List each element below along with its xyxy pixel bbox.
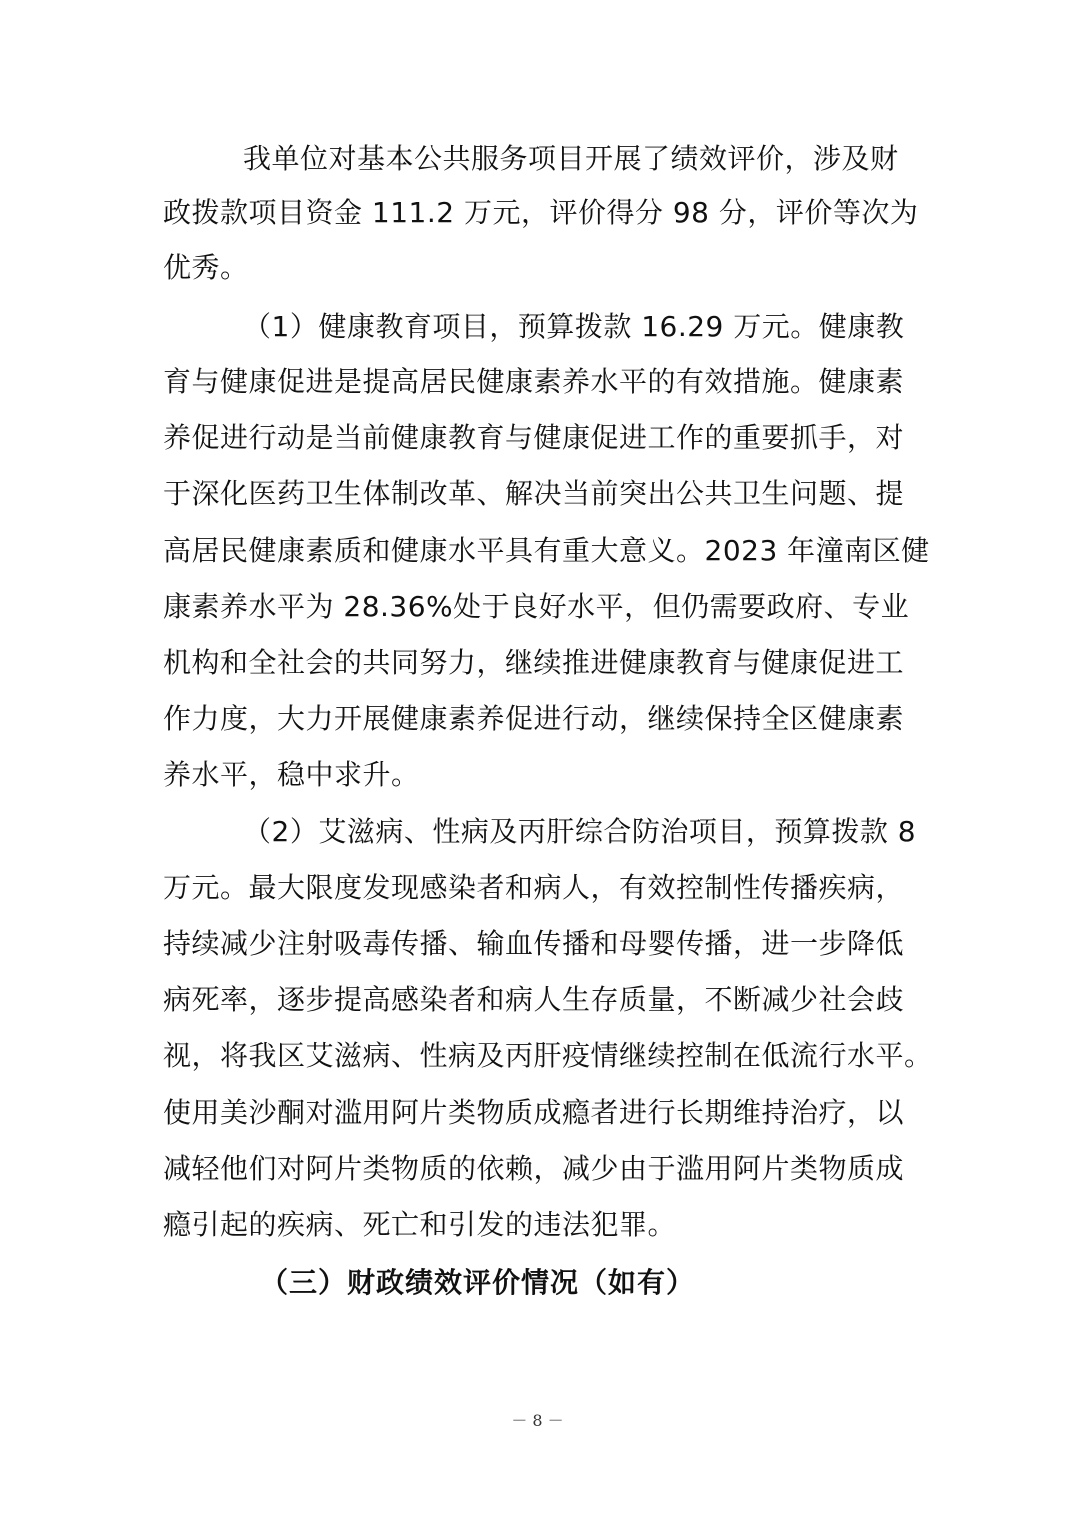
text-line: （1）健康教育项目，预算拨款 16.29 万元。健康教 (243, 310, 905, 343)
text-line: 视，将我区艾滋病、性病及丙肝疫情继续控制在低流行水平。 (163, 1039, 933, 1072)
text-line: 养促进行动是当前健康教育与健康促进工作的重要抓手，对 (163, 421, 905, 454)
text-line: 减轻他们对阿片类物质的依赖，减少由于滥用阿片类物质成 (163, 1152, 905, 1185)
text-line: 育与健康促进是提高居民健康素养水平的有效措施。健康素 (163, 365, 905, 398)
text-line: 高居民健康素质和健康水平具有重大意义。2023 年潼南区健 (163, 534, 930, 567)
text-line: 持续减少注射吸毒传播、输血传播和母婴传播，进一步降低 (163, 927, 905, 960)
text-line: 于深化医药卫生体制改革、解决当前突出公共卫生问题、提 (163, 477, 905, 510)
text-line: 使用美沙酮对滥用阿片类物质成瘾者进行长期维持治疗，以 (163, 1096, 905, 1129)
section-heading: （三）财政绩效评价情况（如有） (260, 1266, 696, 1299)
text-line: 养水平，稳中求升。 (163, 758, 420, 791)
text-line: （2）艾滋病、性病及丙肝综合防治项目，预算拨款 8 (243, 815, 917, 848)
text-line: 瘾引起的疾病、死亡和引发的违法犯罪。 (163, 1208, 677, 1241)
text-line: 机构和全社会的共同努力，继续推进健康教育与健康促进工 (163, 646, 905, 679)
text-line: 康素养水平为 28.36%处于良好水平，但仍需要政府、专业 (163, 590, 910, 623)
text-line: 病死率，逐步提高感染者和病人生存质量，不断减少社会歧 (163, 983, 905, 1016)
page-number: － 8 － (511, 1411, 564, 1430)
text-line: 政拨款项目资金 111.2 万元，评价得分 98 分，评价等次为 (163, 196, 919, 229)
text-line: 优秀。 (163, 251, 249, 284)
text-line: 作力度，大力开展健康素养促进行动，继续保持全区健康素 (163, 702, 905, 735)
text-line: 万元。最大限度发现感染者和病人，有效控制性传播疾病， (163, 871, 905, 904)
text-line: 我单位对基本公共服务项目开展了绩效评价，涉及财 (243, 142, 899, 175)
